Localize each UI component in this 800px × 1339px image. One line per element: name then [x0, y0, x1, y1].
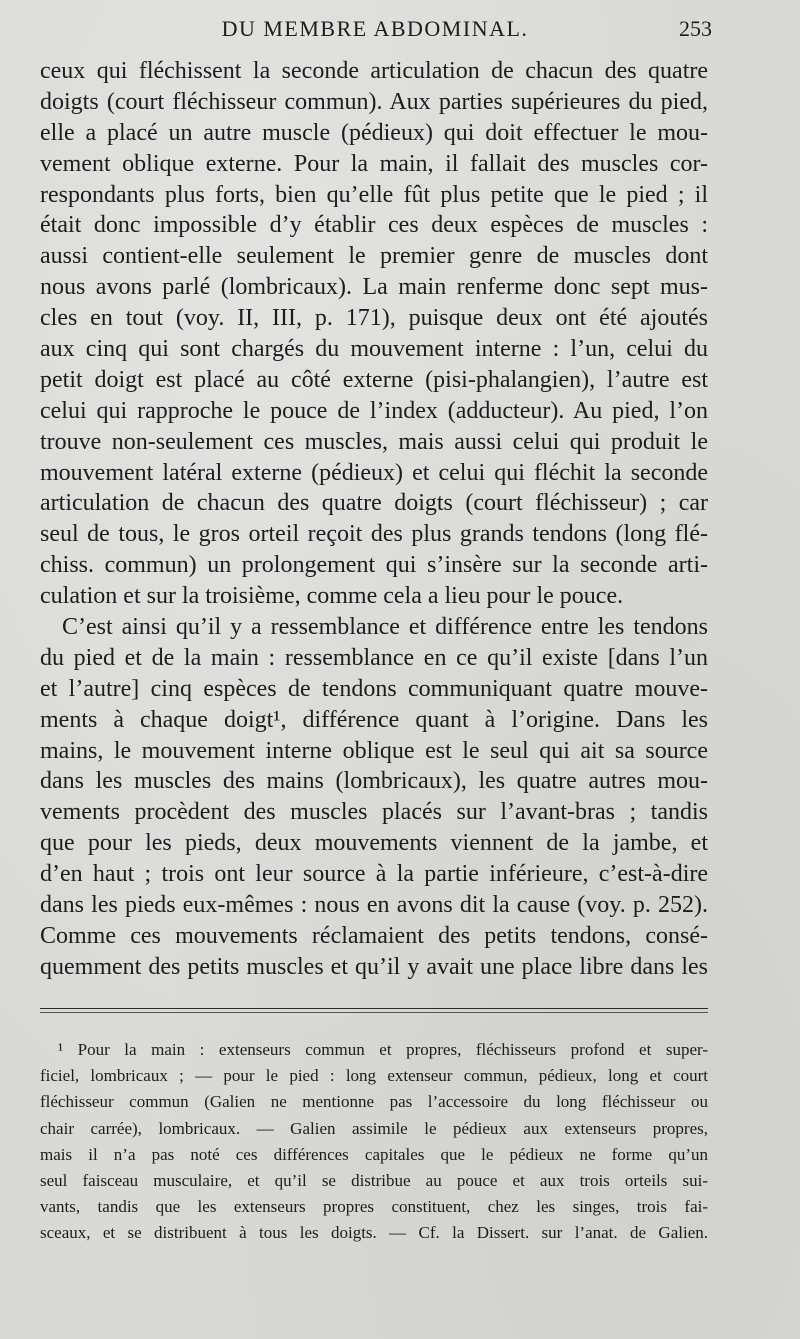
body-line: dans les pieds eux-mêmes : nous en avons dit la cause (voy. p. 252).	[40, 892, 708, 919]
body-line: et l’autre] cinq espèces de tendons communiquant quatre mouve-	[40, 675, 708, 702]
body-line: d’en haut ; trois ont leur source à la partie inférieure, c’est-à-dire	[40, 861, 708, 888]
body-line: celui qui rapproche le pouce de l’index (adducteur). Au pied, l’on	[40, 397, 708, 424]
body-line: aussi contient-elle seulement le premier genre de muscles dont	[40, 243, 708, 270]
body-line: vements procèdent des muscles placés sur l’avant-bras ; tandis	[40, 799, 708, 826]
footnote-line: ¹ Pour la main : extenseurs commun et propres, fléchisseurs profond et super-	[58, 1040, 708, 1059]
body-line: articulation de chacun des quatre doigts (court fléchisseur) ; car	[40, 490, 708, 517]
body-line: petit doigt est placé au côté externe (pisi-phalangien), l’autre est	[40, 366, 708, 393]
body-line: doigts (court fléchisseur commun). Aux parties supérieures du pied,	[40, 88, 708, 115]
body-line: vement oblique externe. Pour la main, il fallait des muscles cor-	[40, 150, 708, 177]
footnote-divider-thin	[40, 1012, 708, 1013]
body-line: C’est ainsi qu’il y a ressemblance et différence entre les tendons	[62, 614, 708, 641]
body-line: Comme ces mouvements réclamaient des petits tendons, consé-	[40, 922, 708, 949]
footnote-line: chair carrée), lombricaux. — Galien assimile le pédieux aux extenseurs propres,	[40, 1118, 708, 1138]
body-line: culation et sur la troisième, comme cela a lieu pour le pouce.	[40, 583, 624, 610]
body-line: dans les muscles des mains (lombricaux), les quatre autres mou-	[40, 768, 708, 795]
footnote	[40, 1037, 708, 1247]
footnote-divider	[40, 1008, 708, 1009]
footnote-line: seul faisceau musculaire, et qu’il se distribue au pouce et aux trois orteils sui-	[40, 1170, 708, 1190]
body-line: cles en tout (voy. II, III, p. 171), puisque deux ont été ajoutés	[40, 305, 708, 332]
body-line: seul de tous, le gros orteil reçoit des plus grands tendons (long flé-	[40, 521, 708, 548]
footnote-line: mais il n’a pas noté ces différences capitales que le pédieux ne forme qu’un	[40, 1144, 708, 1164]
body-line: du pied et de la main : ressemblance en ce qu’il existe [dans l’un	[40, 644, 708, 671]
body-line: chiss. commun) un prolongement qui s’insère sur la seconde arti-	[40, 552, 708, 579]
body-line: mouvement latéral externe (pédieux) et celui qui fléchit la seconde	[40, 459, 708, 486]
running-title: DU MEMBRE ABDOMINAL.	[221, 16, 529, 41]
footnote-line: ficiel, lombricaux ; — pour le pied : long extenseur commun, pédieux, long et court	[40, 1066, 708, 1086]
body-line: elle a placé un autre muscle (pédieux) qui doit effectuer le mou-	[40, 119, 708, 146]
body-line: ments à chaque doigt¹, différence quant à l’origine. Dans les	[40, 706, 708, 733]
page-number: 253	[679, 16, 712, 41]
body-line: respondants plus forts, bien qu’elle fût plus petite que le pied ; il	[40, 181, 708, 208]
footnote-line: sceaux, et se distribuent à tous les doigts. — Cf. la Dissert. sur l’anat. de Galien.	[40, 1223, 708, 1243]
footnote-line: fléchisseur commun (Galien ne mentionne pas l’accessoire du long fléchisseur ou	[40, 1092, 708, 1112]
body-line: ceux qui fléchissent la seconde articulation de chacun des quatre	[40, 58, 708, 84]
footnote-line: vants, tandis que les extenseurs propres constituent, chez les singes, trois fai-	[40, 1197, 708, 1217]
body-line: trouve non-seulement ces muscles, mais aussi celui qui produit le	[40, 428, 708, 455]
body-line: aux cinq qui sont chargés du mouvement interne : l’un, celui du	[40, 336, 708, 363]
body-line: mains, le mouvement interne oblique est le seul qui ait sa source	[40, 737, 708, 764]
running-header	[40, 16, 710, 50]
body-line: quemment des petits muscles et qu’il y avait une place libre dans les	[40, 953, 708, 980]
body-line: était donc impossible d’y établir ces deux espèces de muscles :	[40, 212, 708, 239]
body-line: nous avons parlé (lombricaux). La main renferme donc sept mus-	[40, 274, 708, 301]
body-line: que pour les pieds, deux mouvements viennent de la jambe, et	[40, 830, 708, 857]
body-text	[40, 56, 708, 983]
